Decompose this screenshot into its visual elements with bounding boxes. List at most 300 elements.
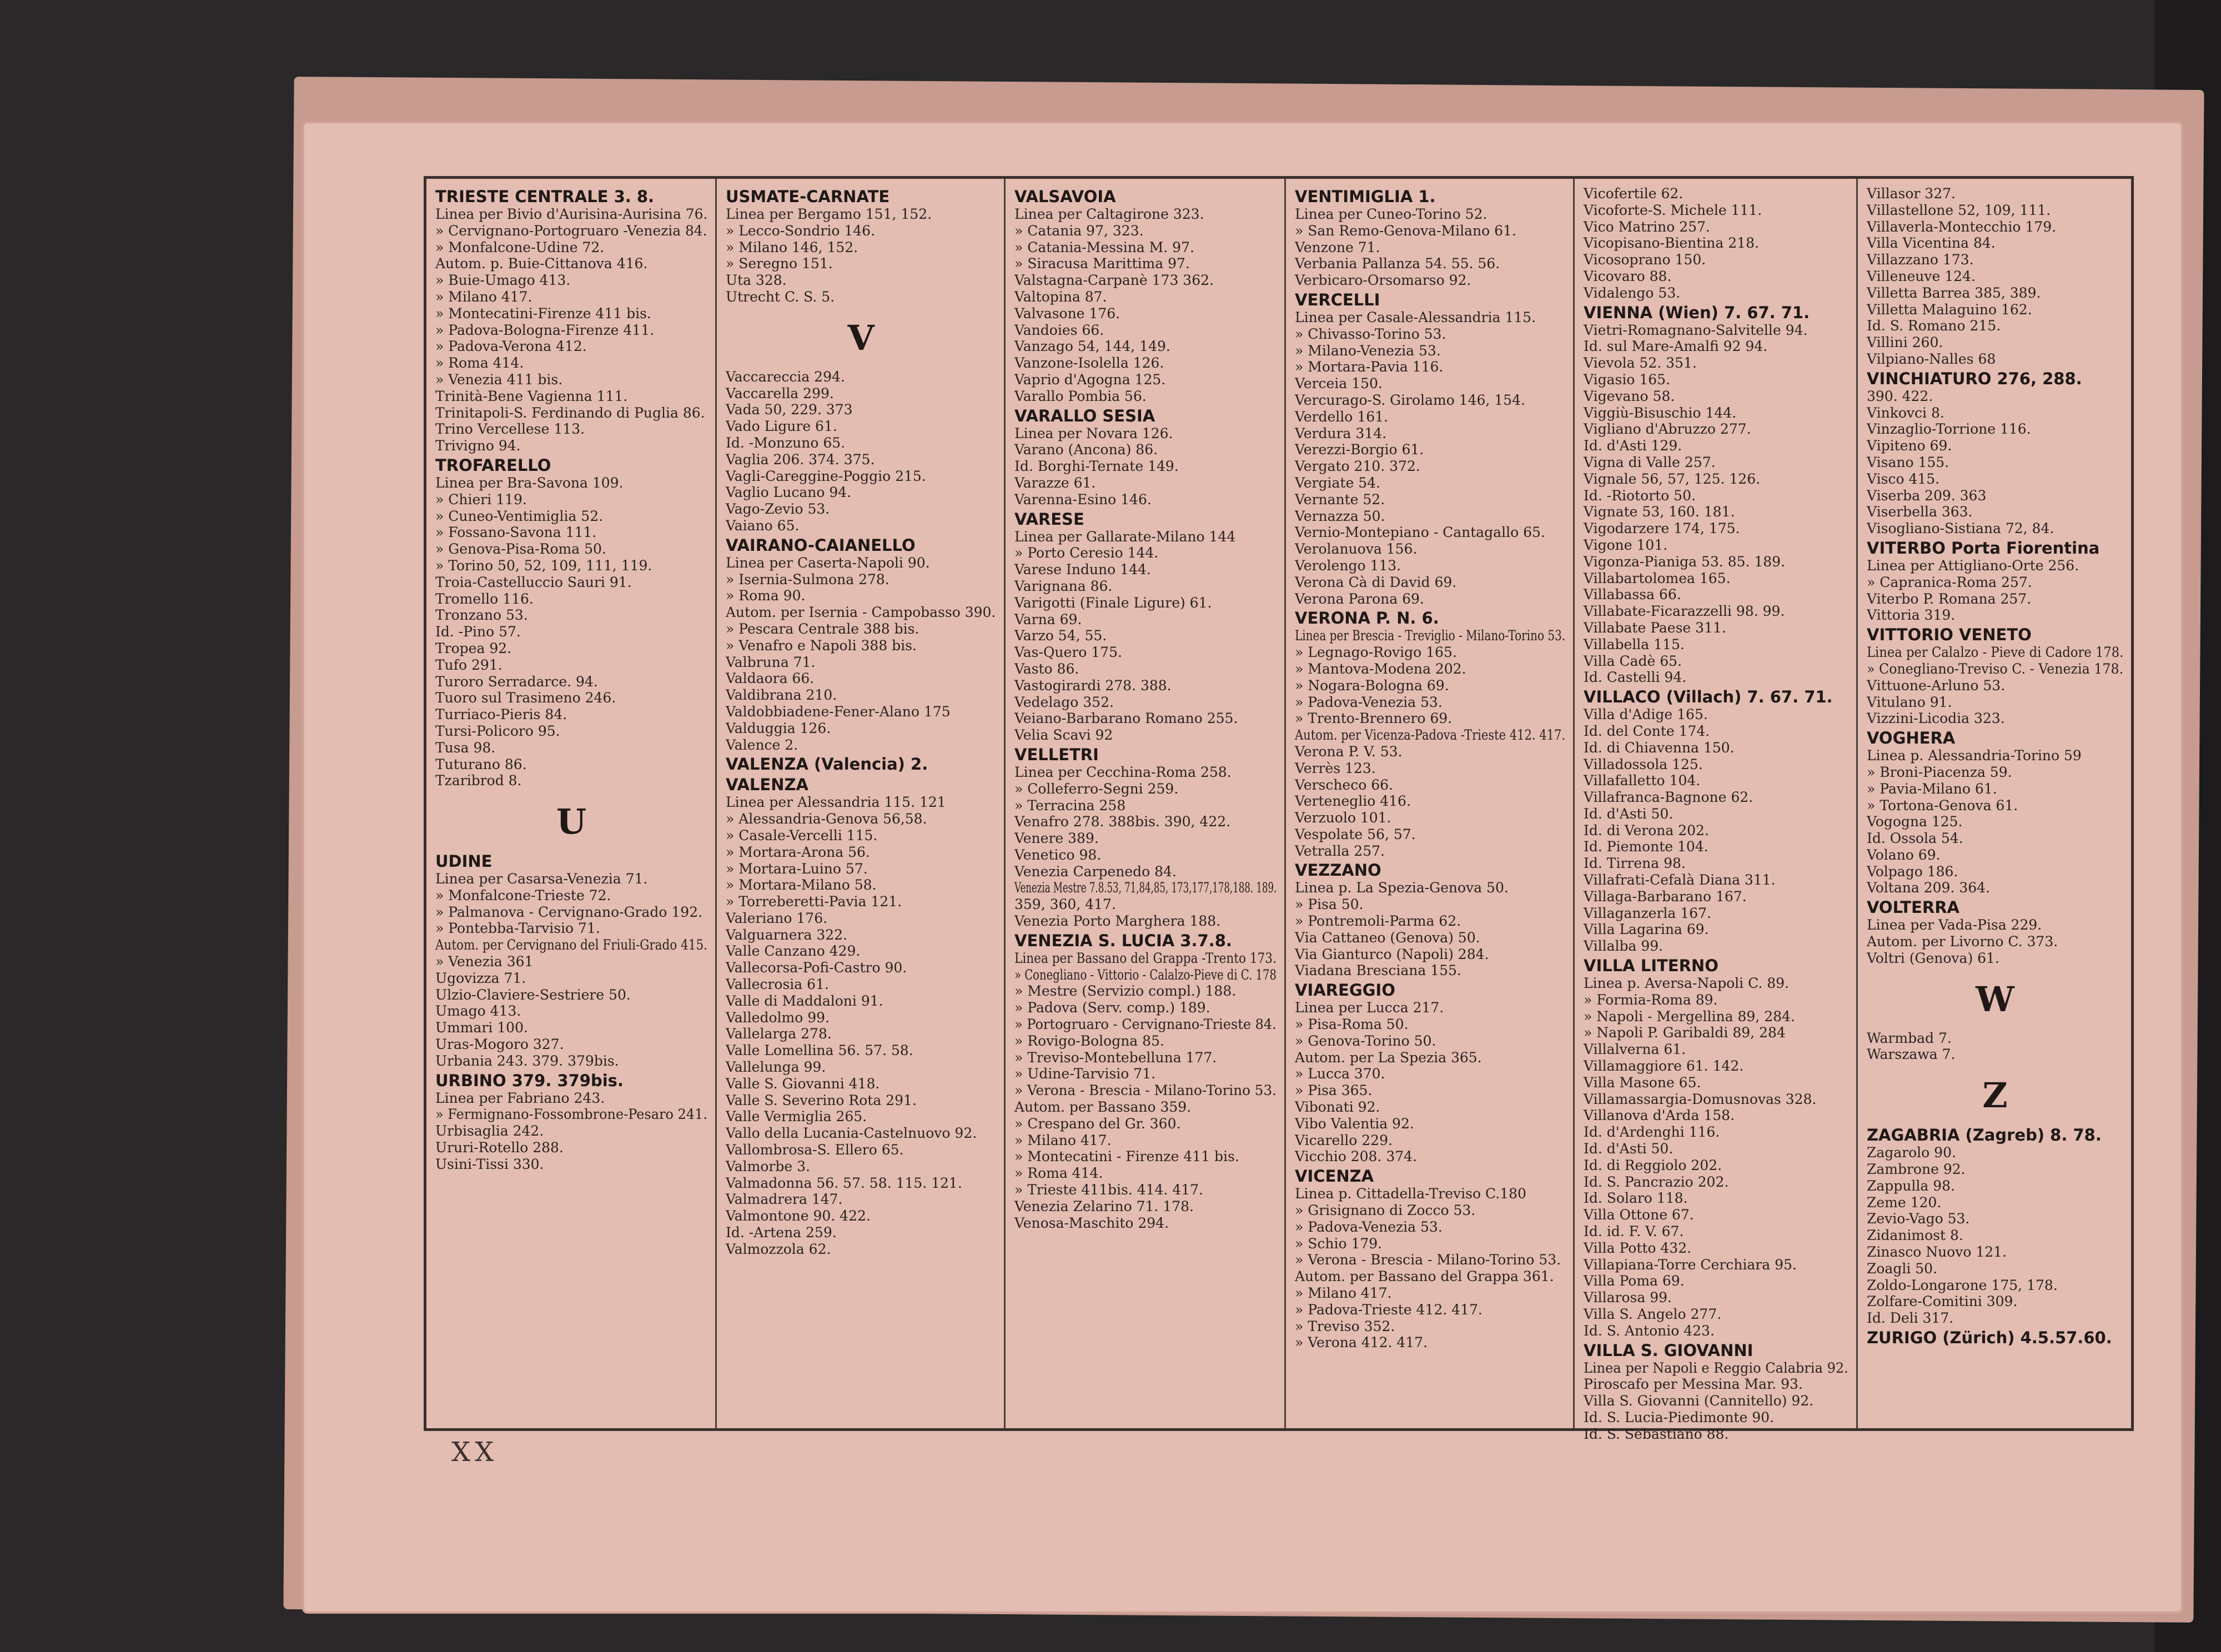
index-entry: » Rovigo-Bologna 85. <box>1014 1032 1164 1049</box>
index-entry: Villa Vicentina 84. <box>1867 235 1996 252</box>
index-entry: Villini 260. <box>1867 334 1943 351</box>
index-entry: Villa d'Adige 165. <box>1584 706 1708 723</box>
index-entry: Vaglia 206. 374. 375. <box>726 451 875 468</box>
index-entry: Urbania 243. 379. 379bis. <box>435 1052 619 1069</box>
index-entry: Viterbo P. Romana 257. <box>1867 590 2032 607</box>
index-entry: Villaganzerla 167. <box>1584 905 1711 921</box>
index-entry: Varese Induno 144. <box>1014 561 1151 578</box>
index-entry: » Milano 417. <box>1014 1132 1112 1148</box>
index-entry: Linea per Alessandria 115. 121 <box>726 794 946 811</box>
index-entry: Vallombrosa-S. Ellero 65. <box>726 1142 904 1158</box>
index-entry: Ummari 100. <box>435 1020 528 1036</box>
index-entry: Id. sul Mare-Amalfi 92 94. <box>1584 338 1768 355</box>
index-entry: Vaccareccia 294. <box>726 368 845 385</box>
station-heading: VITERBO Porta Fiorentina <box>1867 538 2100 558</box>
index-entry: Vallo della Lucania-Castelnuovo 92. <box>726 1125 977 1142</box>
index-entry: Vado Ligure 61. <box>726 418 837 435</box>
index-entry: » Crespano del Gr. 360. <box>1014 1115 1181 1132</box>
index-entry: Uras-Mogoro 327. <box>435 1036 564 1053</box>
index-entry: Villabate Paese 311. <box>1584 619 1726 636</box>
index-entry: Villetta Barrea 385, 389. <box>1867 284 2041 301</box>
index-entry: Verbicaro-Orsomarso 92. <box>1295 272 1471 289</box>
index-entry: » Formia-Roma 89. <box>1584 991 1718 1008</box>
index-entry: Vercurago-S. Girolamo 146, 154. <box>1295 391 1525 408</box>
index-entry: Varallo Pombia 56. <box>1014 388 1147 404</box>
index-entry: Verzuolo 101. <box>1295 810 1391 826</box>
index-entry: Valledolmo 99. <box>726 1009 830 1026</box>
index-entry: Valmadonna 56. 57. 58. 115. 121. <box>726 1174 962 1191</box>
index-entry: » Capranica-Roma 257. <box>1867 574 2032 590</box>
index-entry: Id. del Conte 174. <box>1584 722 1710 739</box>
index-entry: Valdaora 66. <box>726 670 815 687</box>
index-entry: » Milano 417. <box>435 288 532 305</box>
index-entry: » Napoli P. Garibaldi 89, 284 <box>1584 1025 1786 1041</box>
index-column-4 <box>1284 179 1573 1428</box>
index-entry: » Pisa 50. <box>1295 896 1364 913</box>
index-frame <box>424 176 2134 1442</box>
index-entry: Vallelunga 99. <box>726 1059 826 1076</box>
index-entry: » Conegliano - Vittorio - Calalzo-Pieve di C. 178 <box>1014 966 1277 983</box>
index-entry: Vinzaglio-Torrione 116. <box>1867 421 2031 438</box>
index-entry: Vilpiano-Nalles 68 <box>1867 350 1996 367</box>
index-entry: Valle Canzano 429. <box>726 943 861 960</box>
index-entry: Id. di Verona 202. <box>1584 822 1709 838</box>
index-entry: Tufo 291. <box>435 656 503 673</box>
index-column-5 <box>1573 179 1856 1442</box>
index-entry: Tusa 98. <box>435 739 496 756</box>
index-entry: Zambrone 92. <box>1867 1161 1966 1178</box>
index-entry: Vaiano 65. <box>726 517 800 534</box>
index-entry: Vanzone-Isolella 126. <box>1014 355 1164 371</box>
index-entry: Valdobbiadene-Fener-Alano 175 <box>726 703 951 720</box>
index-entry: Vas-Quero 175. <box>1014 644 1122 661</box>
timetable-index-page <box>304 123 2181 1611</box>
index-entry: » Buie-Umago 413. <box>435 272 571 289</box>
index-entry: » Lecco-Sondrio 146. <box>726 222 876 239</box>
index-entry: Vergato 210. 372. <box>1295 458 1420 475</box>
index-entry: Vievola 52. 351. <box>1584 355 1697 371</box>
index-entry: Vigevano 58. <box>1584 388 1675 404</box>
station-heading: ZAGABRIA (Zagreb) 8. 78. <box>1867 1126 2102 1145</box>
index-entry: Linea per Novara 126. <box>1014 425 1173 441</box>
index-entry: Zoagli 50. <box>1867 1260 1938 1277</box>
index-entry: Umago 413. <box>435 1003 521 1020</box>
index-entry: Vigna di Valle 257. <box>1584 454 1716 470</box>
page-number: XX <box>451 1437 499 1468</box>
index-entry: Via Gianturco (Napoli) 284. <box>1295 946 1489 962</box>
index-entry: Verolengo 113. <box>1295 557 1401 574</box>
index-entry: Ururi-Rotello 288. <box>435 1139 564 1156</box>
index-entry: Id. Deli 317. <box>1867 1310 1954 1327</box>
index-entry: Linea per Gallarate-Milano 144 <box>1014 528 1236 545</box>
index-entry: » Padova-Verona 412. <box>435 338 587 355</box>
station-heading: VILLA S. GIOVANNI <box>1584 1340 1753 1360</box>
index-entry: Zoldo-Longarone 175, 178. <box>1867 1277 2058 1293</box>
index-entry: Venetico 98. <box>1014 846 1102 863</box>
index-entry: Tronzano 53. <box>435 607 528 624</box>
index-entry: » Pavia-Milano 61. <box>1867 780 1997 797</box>
index-entry: » Trento-Brennero 69. <box>1295 710 1453 727</box>
index-entry: 390. 422. <box>1867 388 1933 404</box>
index-entry: Venosa-Maschito 294. <box>1014 1214 1169 1231</box>
index-entry: Vicovaro 88. <box>1584 268 1672 284</box>
index-entry: Usini-Tissi 330. <box>435 1156 544 1172</box>
index-entry: » Fossano-Savona 111. <box>435 524 597 541</box>
index-entry: » Genova-Torino 50. <box>1295 1032 1436 1049</box>
index-entry: Valle S. Severino Rota 291. <box>726 1092 917 1108</box>
station-heading: TRIESTE CENTRALE 3. 8. <box>435 187 655 206</box>
index-entry: » San Remo-Genova-Milano 61. <box>1295 222 1516 239</box>
index-entry: Tzaribrod 8. <box>435 772 522 789</box>
index-entry: Verona Cà di David 69. <box>1295 574 1457 590</box>
index-entry: » Monfalcone-Trieste 72. <box>435 887 611 903</box>
index-entry: Tropea 92. <box>435 640 512 656</box>
index-entry: Varano (Ancona) 86. <box>1014 441 1158 458</box>
index-entry: Vigodarzere 174, 175. <box>1584 520 1740 537</box>
index-entry: Zidanimost 8. <box>1867 1227 1963 1244</box>
index-entry: Villetta Malaguino 162. <box>1867 301 2032 318</box>
index-entry: Vignale 56, 57, 125. 126. <box>1584 470 1761 487</box>
index-entry: Linea p. Cittadella-Treviso C.180 <box>1295 1186 1526 1202</box>
index-entry: Valdibrana 210. <box>726 687 837 704</box>
index-entry: » Pontebba-Tarvisio 71. <box>435 920 600 937</box>
index-entry: » Pescara Centrale 388 bis. <box>726 620 919 637</box>
index-entry: Linea per Cecchina-Roma 258. <box>1014 764 1232 780</box>
index-entry: Verona Parona 69. <box>1295 590 1424 607</box>
index-entry: Vada 50, 229. 373 <box>726 401 853 418</box>
index-entry: 359, 360, 417. <box>1014 896 1116 913</box>
index-entry: Venezia Carpenedo 84. <box>1014 863 1177 880</box>
index-entry: Vittuone-Arluno 53. <box>1867 677 2006 694</box>
section-letter: W <box>1976 978 2014 1020</box>
index-entry: » Mortara-Milano 58. <box>726 877 877 893</box>
index-entry: Visano 155. <box>1867 454 1949 470</box>
index-entry: Valle Lomellina 56. 57. 58. <box>726 1042 913 1059</box>
index-entry: Linea per Bergamo 151, 152. <box>726 206 932 222</box>
index-entry: Valmontone 90. 422. <box>726 1208 871 1224</box>
station-heading: VILLA LITERNO <box>1584 956 1718 976</box>
index-entry: Vignate 53, 160. 181. <box>1584 504 1735 520</box>
index-entry: Id. S. Pancrazio 202. <box>1584 1173 1729 1190</box>
index-entry: » Roma 414. <box>1014 1165 1103 1182</box>
index-entry: Id. Ossola 54. <box>1867 830 1963 847</box>
index-entry: Id. d'Asti 129. <box>1584 438 1682 454</box>
index-entry: Tuturano 86. <box>435 756 527 772</box>
index-column-6 <box>1856 179 2131 1428</box>
index-entry: Viserba 209. 363 <box>1867 487 1987 504</box>
index-entry: Id. Borghi-Ternate 149. <box>1014 458 1179 475</box>
index-entry: Linea per Bassano del Grappa -Trento 173. <box>1014 950 1277 966</box>
index-entry: Linea per Cuneo-Torino 52. <box>1295 206 1488 222</box>
station-heading: VELLETRI <box>1014 745 1099 764</box>
index-entry: » Isernia-Sulmona 278. <box>726 571 890 588</box>
index-entry: Vinkovci 8. <box>1867 404 1944 421</box>
index-entry: Vaglio Lucano 94. <box>726 484 852 501</box>
index-entry: Valeriano 176. <box>726 910 828 926</box>
index-entry: Valence 2. <box>726 736 798 753</box>
index-entry: Vogogna 125. <box>1867 814 1963 830</box>
index-entry: » Roma 414. <box>435 355 524 371</box>
index-entry: Vigone 101. <box>1584 536 1668 553</box>
index-entry: Vetralla 257. <box>1295 842 1385 859</box>
index-entry: Vizzini-Licodia 323. <box>1867 710 2005 727</box>
index-entry: » Pontremoli-Parma 62. <box>1295 913 1461 930</box>
index-entry: Via Cattaneo (Genova) 50. <box>1295 929 1480 946</box>
index-entry: Villanova d'Arda 158. <box>1584 1107 1735 1124</box>
index-entry: Linea p. Aversa-Napoli C. 89. <box>1584 975 1789 992</box>
station-heading: VENTIMIGLIA 1. <box>1295 187 1436 206</box>
index-entry: Varignana 86. <box>1014 578 1113 594</box>
index-entry: Vipiteno 69. <box>1867 438 1952 454</box>
index-entry: Vernazza 50. <box>1295 508 1385 524</box>
station-heading: VEZZANO <box>1295 861 1381 880</box>
station-heading: VICENZA <box>1295 1167 1374 1186</box>
index-entry: Verteneglio 416. <box>1295 793 1411 810</box>
station-heading: UDINE <box>435 852 493 871</box>
station-heading: VOGHERA <box>1867 729 1956 748</box>
index-entry: Venzone 71. <box>1295 239 1380 255</box>
index-entry: Viserbella 363. <box>1867 504 1973 520</box>
index-entry: Villapiana-Torre Cerchiara 95. <box>1584 1256 1797 1273</box>
index-entry: Valmozzola 62. <box>726 1241 831 1257</box>
index-entry: » Montecatini - Firenze 411 bis. <box>1014 1148 1239 1165</box>
index-entry: » Treviso 352. <box>1295 1318 1395 1334</box>
index-entry: Verbania Pallanza 54. 55. 56. <box>1295 255 1500 272</box>
index-entry: Autom. per Bassano del Grappa 361. <box>1295 1268 1554 1285</box>
index-entry: Varzo 54, 55. <box>1014 627 1107 644</box>
index-entry: Id. -Monzuno 65. <box>726 434 846 451</box>
index-entry: Vernio-Montepiano - Cantagallo 65. <box>1295 524 1545 541</box>
index-entry: Tromello 116. <box>435 590 534 607</box>
index-entry: Verrès 123. <box>1295 760 1376 776</box>
index-entry: » Cervignano-Portogruaro -Venezia 84. <box>435 222 707 239</box>
index-entry: Troia-Castelluccio Sauri 91. <box>435 574 632 590</box>
index-entry: Varazze 61. <box>1014 474 1096 491</box>
index-entry: » Siracusa Marittima 97. <box>1014 255 1190 272</box>
index-entry: Id. Solaro 118. <box>1584 1190 1688 1207</box>
index-entry: Vicopisano-Bientina 218. <box>1584 235 1759 252</box>
index-entry: Linea per Bivio d'Aurisina-Aurisina 76. <box>435 206 708 222</box>
index-entry: Verscheco 66. <box>1295 776 1393 793</box>
index-entry: Id. S. Antonio 423. <box>1584 1322 1715 1339</box>
index-entry: » Monfalcone-Udine 72. <box>435 239 605 255</box>
index-column-3 <box>1004 179 1284 1428</box>
index-entry: Villamaggiore 61. 142. <box>1584 1058 1744 1074</box>
index-entry: Vaprio d'Agogna 125. <box>1014 371 1166 388</box>
index-entry: » Montecatini-Firenze 411 bis. <box>435 305 651 322</box>
index-entry: » Legnago-Rovigo 165. <box>1295 644 1457 661</box>
index-entry: » Tortona-Genova 61. <box>1867 797 2018 814</box>
index-entry: » Seregno 151. <box>726 255 833 272</box>
index-entry: Linea per Caltagirone 323. <box>1014 206 1204 222</box>
index-entry: » Catania 97, 323. <box>1014 222 1144 239</box>
index-entry: Venezia Porto Marghera 188. <box>1014 913 1221 930</box>
station-heading: VALENZA <box>726 775 808 795</box>
index-entry: Villa S. Angelo 277. <box>1584 1306 1722 1322</box>
index-entry: » Colleferro-Segni 259. <box>1014 780 1179 797</box>
index-entry: Villeneuve 124. <box>1867 268 1976 284</box>
index-entry: » Padova-Bologna-Firenze 411. <box>435 322 655 338</box>
index-entry: Volano 69. <box>1867 846 1941 863</box>
index-entry: Villamassargia-Domusnovas 328. <box>1584 1091 1817 1107</box>
index-entry: Linea per Fabriano 243. <box>435 1089 605 1106</box>
index-entry: Venezia Mestre 7.8.53, 71,84,85, 173,177,178,188. 189. <box>1014 880 1277 896</box>
index-entry: Linea per Napoli e Reggio Calabria 92. <box>1584 1359 1848 1376</box>
index-entry: Valbruna 71. <box>726 654 816 670</box>
index-entry: Vicchio 208. 374. <box>1295 1148 1417 1165</box>
index-entry: Villalba 99. <box>1584 938 1664 955</box>
index-entry: Villabella 115. <box>1584 636 1685 652</box>
index-entry: » Milano-Venezia 53. <box>1295 342 1441 359</box>
index-entry: » Venafro e Napoli 388 bis. <box>726 637 917 654</box>
index-entry: Zappulla 98. <box>1867 1177 1955 1194</box>
index-entry: Verezzi-Borgio 61. <box>1295 441 1424 458</box>
index-entry: » Nogara-Bologna 69. <box>1295 677 1449 694</box>
index-entry: Venezia Zelarino 71. 178. <box>1014 1198 1194 1214</box>
index-entry: Linea per Lucca 217. <box>1295 1000 1444 1016</box>
index-entry: Vergiate 54. <box>1295 474 1380 491</box>
index-entry: Villalverna 61. <box>1584 1041 1686 1058</box>
index-entry: Vicarello 229. <box>1295 1132 1393 1148</box>
station-heading: VALSAVOIA <box>1014 187 1116 206</box>
index-entry: Zevio-Vago 53. <box>1867 1211 1970 1227</box>
index-entry: » Padova-Venezia 53. <box>1295 1218 1443 1235</box>
index-entry: Villabassa 66. <box>1584 586 1681 603</box>
index-entry: Villa S. Giovanni (Cannitello) 92. <box>1584 1393 1814 1409</box>
index-entry: » Cuneo-Ventimiglia 52. <box>435 508 604 524</box>
index-entry: » Portogruaro - Cervignano-Trieste 84. <box>1014 1016 1277 1033</box>
index-entry: » Casale-Vercelli 115. <box>726 827 878 843</box>
index-entry: » Mortara-Arona 56. <box>726 843 870 860</box>
index-entry: Id. -Artena 259. <box>726 1224 837 1241</box>
index-entry: Vernante 52. <box>1295 491 1385 508</box>
index-entry: Vanzago 54, 144, 149. <box>1014 338 1170 355</box>
index-column-2 <box>715 179 1004 1428</box>
index-entry: » Catania-Messina M. 97. <box>1014 239 1194 255</box>
index-entry: Linea per Vada-Pisa 229. <box>1867 917 2042 933</box>
station-heading: VERONA P. N. 6. <box>1295 609 1439 628</box>
index-entry: Vidalengo 53. <box>1584 284 1681 301</box>
index-entry: Villafranca-Bagnone 62. <box>1584 789 1753 806</box>
index-entry: Villadossola 125. <box>1584 756 1703 772</box>
index-entry: Vallecrosia 61. <box>726 976 829 993</box>
index-entry: Villafrati-Cefalà Diana 311. <box>1584 872 1776 888</box>
index-entry: Autom. per Isernia - Campobasso 390. <box>726 604 996 621</box>
index-entry: Utrecht C. S. 5. <box>726 288 835 305</box>
index-entry: Id. Tirrena 98. <box>1584 855 1686 872</box>
index-entry: » Fermignano-Fossombrone-Pesaro 241. <box>435 1106 707 1123</box>
index-entry: » Torreberetti-Pavia 121. <box>726 893 902 910</box>
index-entry: Vittoria 319. <box>1867 607 1956 624</box>
index-entry: Villastellone 52, 109, 111. <box>1867 202 2051 218</box>
index-entry: Autom. per Cervignano del Friuli-Grado 415. <box>435 937 707 953</box>
index-column-1 <box>426 179 715 1428</box>
index-entry: Uta 328. <box>726 272 787 289</box>
index-entry: Autom. per La Spezia 365. <box>1295 1049 1482 1066</box>
station-heading: VARALLO SESIA <box>1014 406 1155 425</box>
index-entry: Vandoies 66. <box>1014 322 1104 338</box>
index-entry: Visco 415. <box>1867 470 1940 487</box>
station-heading: VENEZIA S. LUCIA 3.7.8. <box>1014 931 1232 950</box>
index-entry: Verceia 150. <box>1295 375 1383 392</box>
index-entry: Trivigno 94. <box>435 438 521 454</box>
index-entry: » Mortara-Luino 57. <box>726 860 868 877</box>
index-entry: Viadana Bresciana 155. <box>1295 962 1461 979</box>
index-entry: Id. Castelli 94. <box>1584 669 1687 686</box>
index-entry: » Padova-Venezia 53. <box>1295 694 1443 710</box>
index-entry: » Padova-Trieste 412. 417. <box>1295 1301 1483 1318</box>
index-entry: Valmadrera 147. <box>726 1191 843 1208</box>
index-entry: Vicoforte-S. Michele 111. <box>1584 202 1762 218</box>
index-entry: Trino Vercellese 113. <box>435 421 585 438</box>
index-entry: Villabartolomea 165. <box>1584 570 1731 586</box>
index-entry: » Venezia 361 <box>435 953 534 970</box>
index-entry: Villabate-Ficarazzelli 98. 99. <box>1584 603 1785 620</box>
index-entry: » Pisa 365. <box>1295 1082 1373 1099</box>
index-entry: Velia Scavi 92 <box>1014 727 1113 744</box>
index-entry: Tuoro sul Trasimeno 246. <box>435 690 616 706</box>
index-entry: Trinità-Bene Vagienna 111. <box>435 388 628 404</box>
index-entry: Id. -Riotorto 50. <box>1584 487 1696 504</box>
index-entry: Venafro 278. 388bis. 390, 422. <box>1014 814 1231 830</box>
index-entry: Linea p. La Spezia-Genova 50. <box>1295 880 1509 896</box>
index-entry: Id. d'Asti 50. <box>1584 805 1674 822</box>
index-entry: Linea p. Alessandria-Torino 59 <box>1867 747 2082 764</box>
index-entry: Zeme 120. <box>1867 1194 1942 1211</box>
index-entry: Zinasco Nuovo 121. <box>1867 1244 2007 1261</box>
index-entry: Vitulano 91. <box>1867 694 1952 710</box>
index-entry: Valle S. Giovanni 418. <box>726 1075 880 1092</box>
station-heading: VIENNA (Wien) 7. 67. 71. <box>1584 303 1810 322</box>
station-heading: VAIRANO-CAIANELLO <box>726 535 916 555</box>
index-entry: Zagarolo 90. <box>1867 1144 1956 1161</box>
index-entry: » Verona - Brescia - Milano-Torino 53. <box>1014 1082 1277 1099</box>
index-entry: Zolfare-Comitini 309. <box>1867 1293 2018 1310</box>
index-entry: Valstagna-Carpanè 173 362. <box>1014 272 1214 289</box>
index-entry: Ulzio-Claviere-Sestriere 50. <box>435 986 631 1003</box>
index-entry: Linea per Caserta-Napoli 90. <box>726 554 930 571</box>
section-letter: Z <box>1982 1075 2008 1116</box>
index-entry: » Mestre (Servizio compl.) 188. <box>1014 983 1237 1000</box>
index-entry: Villaverla-Montecchio 179. <box>1867 218 2057 235</box>
index-entry: Autom. p. Buie-Cittanova 416. <box>435 255 648 272</box>
index-entry: » Verona - Brescia - Milano-Torino 53. <box>1295 1252 1561 1268</box>
index-entry: Vasto 86. <box>1014 660 1079 677</box>
index-entry: Linea per Brescia - Treviglio - Milano-Torino 53. <box>1295 627 1566 644</box>
index-entry: » Broni-Piacenza 59. <box>1867 764 2012 780</box>
index-entry: » Porto Ceresio 144. <box>1014 545 1159 561</box>
index-entry: Vigasio 165. <box>1584 371 1671 388</box>
index-entry: Trinitapoli-S. Ferdinando di Puglia 86. <box>435 404 705 421</box>
index-entry: Visogliano-Sistiana 72, 84. <box>1867 520 2054 537</box>
index-entry: Vietri-Romagnano-Salvitelle 94. <box>1584 322 1808 338</box>
index-entry: Varigotti (Finale Ligure) 61. <box>1014 594 1212 611</box>
station-heading: VALENZA (Valencia) 2. <box>726 755 928 774</box>
index-entry: Villa Ottone 67. <box>1584 1207 1694 1223</box>
index-entry: Vibo Valentia 92. <box>1295 1115 1414 1132</box>
index-entry: Id. id. F. V. 67. <box>1584 1223 1684 1240</box>
index-entry: Linea per Attigliano-Orte 256. <box>1867 557 2079 574</box>
index-entry: Autom. per Vicenza-Padova -Trieste 412. 417. <box>1295 727 1566 744</box>
index-entry: Varna 69. <box>1014 611 1082 627</box>
index-entry: Villarosa 99. <box>1584 1289 1672 1306</box>
station-heading: URBINO 379. 379bis. <box>435 1071 624 1090</box>
index-entry: Voltana 209. 364. <box>1867 880 1990 896</box>
index-entry: Veiano-Barbarano Romano 255. <box>1014 710 1238 727</box>
index-entry: Verona P. V. 53. <box>1295 743 1403 760</box>
station-heading: VILLACO (Villach) 7. 67. 71. <box>1584 687 1833 707</box>
section-letter: V <box>847 317 875 358</box>
